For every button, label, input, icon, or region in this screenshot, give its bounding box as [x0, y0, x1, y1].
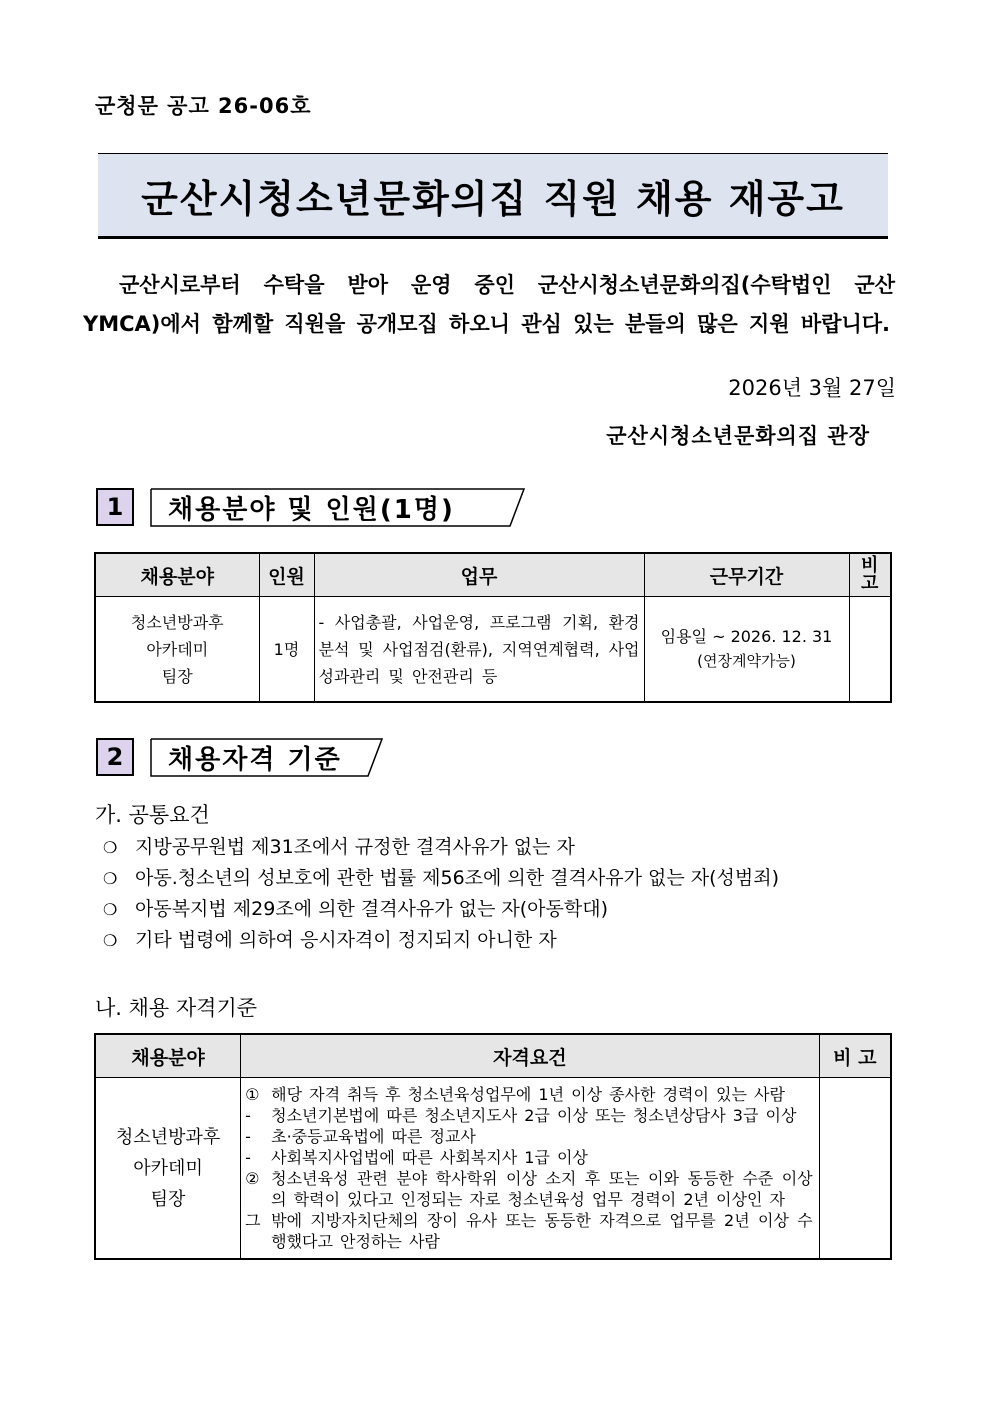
header-field: 채용분야	[95, 553, 259, 597]
intro-text: 군산시로부터 수탁을 받아 운영 중인 군산시청소년문화의집(수탁법인 군산 YMCA)에서 함께할 직원을 공개모집 하오니 관심 있는 분들의 많은 지원 바랍니다.	[83, 273, 895, 336]
field-line: 팀장	[161, 666, 193, 686]
period-note: (연장계약가능)	[697, 652, 796, 670]
list-item-text: 아동.청소년의 성보호에 관한 법률 제56조에 의한 결격사유가 없는 자(성범죄)	[135, 867, 779, 889]
qualification-mark: ①	[245, 1085, 260, 1104]
notice-number: 군청문 공고 26-06호	[95, 94, 312, 118]
list-item-text: 지방공무원법 제31조에서 규정한 결격사유가 없는 자	[135, 836, 575, 858]
bullet-icon: ❍	[103, 838, 118, 857]
page-title: 군산시청소년문화의집 직원 채용 재공고	[141, 176, 845, 221]
list-item	[103, 894, 779, 925]
list-item	[103, 832, 779, 863]
header-count: 인원	[259, 553, 314, 597]
qualification-mark: -	[245, 1106, 251, 1125]
qualification-text: 밖에 지방자치단체의 장이 유사 또는 동등한 자격으로 업무를 2년 이상 수행했다고 안정하는 사람	[271, 1211, 813, 1251]
notice-date: 2026년 3월 27일	[728, 376, 896, 400]
field-line: 아카데미	[133, 1157, 203, 1179]
list-item-text: 아동복지법 제29조에 의한 결격사유가 없는 자(아동학대)	[135, 898, 608, 920]
field-cell	[95, 1078, 241, 1260]
section2-number: 2	[96, 738, 134, 776]
qualification-mark: -	[245, 1148, 251, 1167]
qualification-item	[245, 1210, 813, 1252]
duty-cell: - 사업총괄, 사업운영, 프로그램 기획, 환경분석 및 사업점검(환류), 지역연계협력, 사업성과관리 및 안전관리 등	[314, 597, 644, 703]
section2-title-wrap	[152, 738, 342, 776]
qualification-item	[245, 1147, 813, 1168]
common-requirements-title: 가. 공통요건	[95, 803, 210, 827]
section1-title: 채용분야 및 인원(1명)	[168, 494, 455, 525]
field-cell	[95, 597, 259, 703]
qualification-item	[245, 1105, 813, 1126]
criteria-title: 나. 채용 자격기준	[95, 996, 258, 1020]
common-requirements-list	[103, 832, 779, 956]
count-cell: 1명	[259, 597, 314, 703]
recruitment-table-header	[95, 553, 891, 597]
qualification-mark: -	[245, 1127, 251, 1146]
field-line: 청소년방과후	[130, 612, 224, 632]
qualification-text: 해당 자격 취득 후 청소년육성업무에 1년 이상 종사한 경력이 있는 사람	[271, 1085, 785, 1104]
qualification-mark: ②	[245, 1169, 260, 1188]
recruitment-table	[94, 552, 892, 703]
qualification-item	[245, 1084, 813, 1105]
bullet-icon: ❍	[103, 869, 118, 888]
section2-title: 채용자격 기준	[168, 744, 342, 775]
qualification-item	[245, 1126, 813, 1147]
field-line: 청소년방과후	[115, 1126, 221, 1148]
qualification-text: 청소년육성 관련 분야 학사학위 이상 소지 후 또는 이와 동등한 수준 이상의 학력이 있다고 인정되는 자로 청소년육성 업무 경력이 2년 이상인 자	[271, 1169, 813, 1209]
section2-heading	[96, 736, 396, 778]
section1-number: 1	[96, 488, 134, 526]
bullet-icon: ❍	[103, 900, 118, 919]
qualification-item	[245, 1168, 813, 1210]
qualification-table-header	[95, 1034, 891, 1078]
qualification-text: 청소년기본법에 따른 청소년지도사 2급 이상 또는 청소년상담사 3급 이상	[271, 1106, 797, 1125]
title-banner	[98, 153, 888, 239]
note-cell	[849, 597, 891, 703]
qualification-cell	[241, 1078, 820, 1260]
header-duty: 업무	[314, 553, 644, 597]
field-line: 팀장	[150, 1188, 186, 1210]
header-note: 비고	[849, 553, 891, 597]
header-note: 비 고	[819, 1034, 891, 1078]
period-cell	[644, 597, 849, 703]
qualification-mark: 그	[245, 1211, 261, 1230]
header-qual: 자격요건	[241, 1034, 820, 1078]
table-row	[95, 597, 891, 703]
list-item	[103, 925, 779, 956]
section1-title-wrap	[152, 488, 455, 526]
list-item	[103, 863, 779, 894]
bullet-icon: ❍	[103, 931, 118, 950]
section1-heading	[96, 486, 536, 528]
table-row	[95, 1078, 891, 1260]
qualification-text: 초·중등교육법에 따른 정교사	[271, 1127, 476, 1146]
qualification-text: 사회복지사업법에 따른 사회복지사 1급 이상	[271, 1148, 588, 1167]
header-period: 근무기간	[644, 553, 849, 597]
signer: 군산시청소년문화의집 관장	[606, 424, 870, 448]
field-line: 아카데미	[146, 639, 209, 659]
intro-paragraph	[83, 266, 895, 344]
note-cell	[819, 1078, 891, 1260]
header-field: 채용분야	[95, 1034, 241, 1078]
list-item-text: 기타 법령에 의하여 응시자격이 정지되지 아니한 자	[135, 929, 557, 951]
period-text: 임용일 ~ 2026. 12. 31	[660, 627, 833, 646]
qualification-table	[94, 1033, 892, 1260]
